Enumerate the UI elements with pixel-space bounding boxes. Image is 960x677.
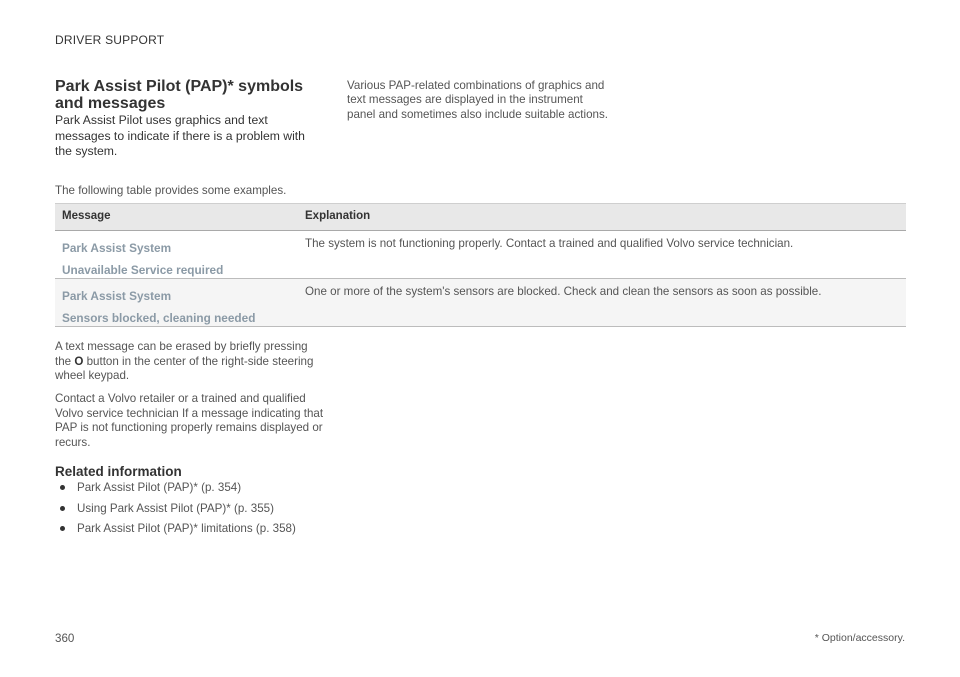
- table-row: [55, 231, 906, 279]
- contact-paragraph: Contact a Volvo retailer or a trained and qualified Volvo service technician If a message indicating that PAP is not functioning properly remains displayed or recurs.: [55, 392, 324, 449]
- table-note: The following table provides some examples.: [55, 184, 287, 197]
- erase-message-paragraph: [55, 340, 325, 384]
- message-line-2: Unavailable Service required: [62, 263, 224, 277]
- related-info-heading: Related information: [55, 464, 182, 479]
- message-line-1: Park Assist System: [62, 289, 172, 303]
- message-line-1: Park Assist System: [62, 241, 172, 255]
- messages-table: [55, 203, 906, 327]
- related-info-list: [55, 481, 296, 543]
- related-link[interactable]: Park Assist Pilot (PAP)* limitations (p. 358): [77, 522, 296, 535]
- intro-paragraph-2: Various PAP-related combinations of graphics and text messages are displayed in the instrument panel and sometimes also include suitable actions.: [347, 79, 609, 121]
- bullet-icon: [60, 506, 65, 511]
- related-info-item[interactable]: [55, 502, 296, 522]
- related-info-item[interactable]: [55, 481, 296, 501]
- message-cell: [62, 285, 255, 329]
- column-header-explanation: Explanation: [305, 210, 371, 222]
- table-row: [55, 279, 906, 327]
- explanation-cell: One or more of the system's sensors are blocked. Check and clean the sensors as soon as possible.: [305, 285, 822, 298]
- related-info-item[interactable]: [55, 522, 296, 542]
- title-line-2: and messages: [55, 95, 166, 112]
- page-number: 360: [55, 632, 75, 645]
- related-link[interactable]: Park Assist Pilot (PAP)* (p. 354): [77, 481, 242, 494]
- message-cell: [62, 237, 223, 281]
- table-header: [55, 203, 906, 231]
- page-title: [55, 78, 315, 112]
- bullet-icon: [60, 485, 65, 490]
- explanation-cell: The system is not functioning properly. Contact a trained and qualified Volvo service technician.: [305, 237, 794, 250]
- section-header: DRIVER SUPPORT: [55, 33, 165, 47]
- intro-paragraph: Park Assist Pilot uses graphics and text messages to indicate if there is a problem with the system.: [55, 113, 305, 158]
- title-line-1: Park Assist Pilot (PAP)* symbols: [55, 78, 304, 95]
- keypad-o-button-label: O: [74, 354, 84, 368]
- related-link[interactable]: Using Park Assist Pilot (PAP)* (p. 355): [77, 501, 274, 515]
- footnote: * Option/accessory.: [814, 632, 905, 644]
- paragraph-text: button in the center of the right-side steering wheel keypad.: [55, 354, 314, 383]
- column-header-message: Message: [62, 210, 111, 222]
- paragraph-text: A text message can be erased by briefly pressing the: [55, 340, 308, 368]
- message-line-2: Sensors blocked, cleaning needed: [62, 311, 256, 325]
- bullet-icon: [60, 526, 65, 531]
